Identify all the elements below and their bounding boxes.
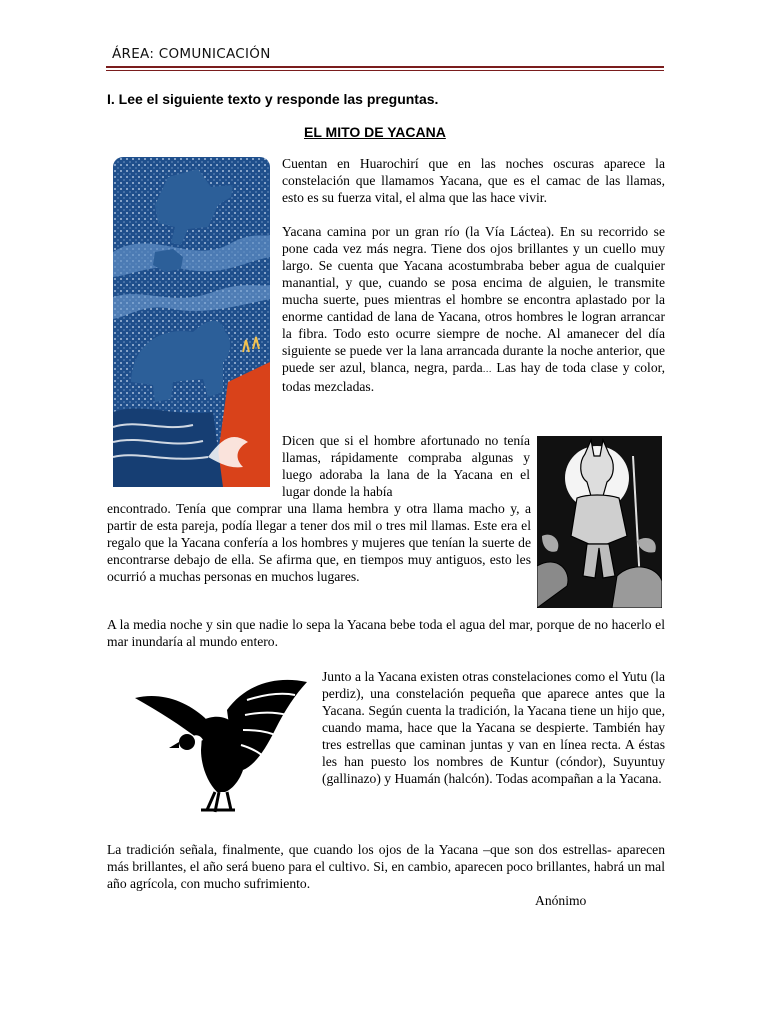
yacana-constellation-illustration xyxy=(113,157,270,487)
story-title: EL MITO DE YACANA xyxy=(304,124,446,140)
paragraph-1: Cuentan en Huarochirí que en las noches oscuras aparece la constelación que llamamos Yacana, que es el camac de las llamas, esto es su fuerza vital, el alma que las hace vivir. xyxy=(282,156,665,205)
instruction: I. Lee el siguiente texto y responde las preguntas. xyxy=(107,91,439,107)
condor-illustration xyxy=(135,670,307,818)
paragraph-3-part-a: Dicen que si el hombre afortunado no tenía llamas, rápidamente compraba algunas y luego adoraba la lana de la Yacana en el lugar donde la había xyxy=(282,433,530,499)
paragraph-4: A la media noche y sin que nadie lo sepa la Yacana bebe toda el agua del mar, porque de no hacerlo el mar inundaría al mundo entero. xyxy=(107,617,665,649)
paragraph-2-end: Las hay de toda clase y color, todas mezcladas. xyxy=(282,360,666,394)
paragraph-3-part-b: encontrado. Tenía que comprar una llama hembra y otra llama macho y, a partir de esta pareja, podía llegar a tener dos mil o tres mil llamas. Este era el regalo que la Yacana confería a los hombres y mujeres que tenían la suerte de encontrarse debajo de ella. Se afirma que, en tiempos muy antiguos, esto les ocurrió a muchas personas en muchos lugares. xyxy=(107,501,531,584)
header-rule-thin xyxy=(106,70,664,71)
paragraph-2 xyxy=(282,223,665,395)
llama-man-illustration xyxy=(537,436,662,608)
paragraph-2-main: Yacana camina por un gran río (la Vía Láctea). En su recorrido se pone cada vez más negra. Tiene dos ojos brillantes y un cuello muy largo. Se cuenta que Yacana acostumbraba beber agua de cualquier manantial, y que, cuando se posa encima de alguien, le transmite mucha suerte, pues mientras el hombre se encontra aplastado por la enorme cantidad de lana de Yacana, otros hombres le logran arrancar la fibra. Todo esto ocurre siempre de noche. Al amanecer del día siguiente se puede ver la lana arrancada durante la noche anterior, que puede ser azul, blanca, negra, parda xyxy=(282,224,665,375)
header-rule-thick xyxy=(106,66,664,68)
paragraph-5: Junto a la Yacana existen otras constelaciones como el Yutu (la perdiz), una constelación pequeña que aparece antes que la Yacana. Según cuenta la tradición, la Yacana tiene un hijo que, cuando mama, hace que la Yacana se despierte. También hay tres estrellas que caminan juntas y van en línea recta. A éstas les han puesto los nombres de Kuntur (cóndor), Suyuntuy (gallinazo) y Huamán (halcón). Todas acompañan a la Yacana. xyxy=(322,669,665,786)
paragraph-2-ellipsis: … xyxy=(482,364,492,374)
paragraph-6: La tradición señala, finalmente, que cuando los ojos de la Yacana –que son dos estrellas- aparecen más brillantes, el año será bueno para el cultivo. Si, en cambio, aparecen poco brillantes, habrá un mal año agrícola, con mucho sufrimiento. xyxy=(107,842,665,891)
area-header: ÁREA: COMUNICACIÓN xyxy=(112,46,271,62)
author: Anónimo xyxy=(535,893,587,908)
